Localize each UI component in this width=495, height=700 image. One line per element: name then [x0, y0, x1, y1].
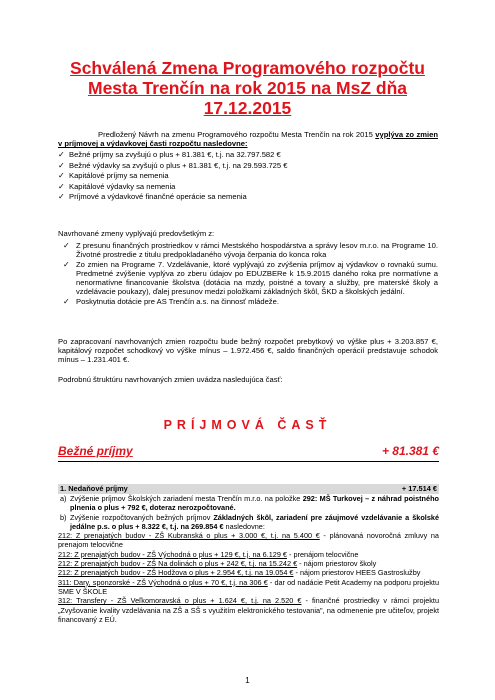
bullet-item: ✓ Príjmové a výdavkové finančné operácie sa nemenia	[58, 192, 247, 202]
bullet-item: ✓ Bežné výdavky sa zvyšujú o plus + 81.381 €, t.j. na 29.593.725 €	[58, 160, 288, 170]
detail-line: 212: Z prenajatých budov - ZŠ Východná o plus + 129 €, t.j. na 6.129 € - prenájom telocvične	[58, 549, 359, 559]
checkmark-icon: ✓	[58, 171, 65, 181]
nedanove-prijmy-row	[58, 484, 439, 494]
title-line-2: Mesta Trenčín na rok 2015 na MsZ dňa	[88, 78, 407, 98]
detail-line: 212: Z prenajatých budov - ZŠ Kubranská o plus + 3.000 €, t.j. na 5.400 € - plánovaná novoročná zmluvy na prenajom telocvične	[58, 531, 439, 550]
budget-bullets	[58, 150, 438, 203]
checkmark-icon: ✓	[58, 150, 65, 159]
detail-section	[58, 494, 439, 624]
changes-intro: Navrhované zmeny vyplývajú predovšetkým z:	[58, 229, 215, 238]
bullet-item: ✓ Kapitálové výdavky sa nemenia	[58, 181, 176, 191]
section-title: PRÍJMOVÁ ČASŤ	[163, 418, 332, 432]
item-b: b) Zvýšenie rozpočtovaných bežných príjmov Základných škôl, zariadení pre záujmové vzdelávanie a školské jedálne p.s. o plus + 8.322 €, t.j. na 269.854 € nasledovne:	[60, 512, 439, 531]
change-item: ✓ Zo zmien na Programe 7. Vzdelávanie, ktoré vyplývajú zo zvýšenia príjmov aj výdavkov o rovnakú sumu. Predmetné zvýšenie vyplýva zo zberu údajov po EDUZBERe k 15.9.2015 daného roka pre normatívne a nenormatívne financovanie školstva (dotácia na mzdy, poistné a tovary a služby, pre materské školy a vzdelávacie poukazy), ďalej presunov medzi položkami základných škôl, ŠKD a školských jedální.	[63, 259, 438, 297]
change-item: ✓ Poskytnutia dotácie pre AS Trenčín a.s. na činnosť mládeže.	[63, 296, 279, 306]
bullet-item: ✓ Kapitálové príjmy sa nemenia	[58, 171, 169, 181]
intro-text: Predložený Návrh na zmenu Programového rozpočtu Mesta Trenčín na rok 2015	[98, 130, 376, 139]
title-line-3: 17.12.2015	[203, 98, 292, 118]
checkmark-icon: ✓	[63, 259, 70, 269]
summary-paragraph: Po zapracovaní navrhovaných zmien rozpočtu bude bežný rozpočet prebytkový vo výške plus + 3.203.857 €, kapitálový rozpočet schodkový vo výške mínus – 1.972.456 €, saldo finančných operácií predstavuje schodok mínus – 1.231.401 €.	[58, 337, 438, 365]
intro-underlined: vyplýva zo zmien v príjmovej a výdavkovej časti rozpočtu nasledovne:	[58, 130, 438, 149]
changes-list	[58, 241, 438, 306]
document-title	[40, 58, 455, 118]
detail-note: Podrobnú štruktúru navrhovaných zmien uvádza nasledujúca časť:	[58, 375, 283, 384]
change-item: ✓ Z presunu finančných prostriedkov v rámci Mestského hospodárstva a správy lesov m.r.o. na Programe 10. Životné prostredie z titulu predpokladaného vývoja čerpania do konca roka	[63, 241, 438, 260]
checkmark-icon: ✓	[58, 192, 65, 202]
bullet-item: ✓ Bežné príjmy sa zvyšujú o plus + 81.381 €, t.j. na 32.797.582 €	[58, 150, 281, 159]
nedanove-prijmy-value: + 17.514 €	[401, 484, 437, 493]
nedanove-prijmy-label: 1. Nedaňové príjmy	[60, 484, 128, 493]
detail-line: 212: Z prenajatých budov - ZŠ Na dolinách o plus + 242 €, t.j. na 15.242 € - nájom priestorov školy	[58, 559, 377, 569]
page-number: 1	[245, 676, 250, 685]
checkmark-icon: ✓	[63, 241, 70, 250]
title-line-1: Schválená Zmena Programového rozpočtu	[70, 58, 425, 78]
detail-line: 212: Z prenajatých budov - ZŠ Hodžova o plus + 2.954 €, t.j. na 19.054 € - nájom priestorov HEES Gastroslužby	[58, 568, 421, 578]
bezne-prijmy-row	[58, 443, 439, 462]
checkmark-icon: ✓	[58, 181, 65, 191]
checkmark-icon: ✓	[63, 296, 70, 306]
item-a: a) Zvýšenie príjmov Školských zariadení mesta Trenčín m.r.o. na položke 292: MŠ Turkovej – z náhrad poistného plnenia o plus + 792 €, doteraz nerozpočtované.	[60, 494, 439, 513]
bezne-prijmy-label: Bežné príjmy	[58, 444, 133, 458]
detail-line: 311: Dary, sponzorské - ZŠ Východná o plus + 70 €, t.j. na 306 € - dar od nadácie Petit Academy na podporu projektu SME V ŠKOLE	[58, 577, 439, 596]
checkmark-icon: ✓	[58, 160, 65, 170]
intro-paragraph	[58, 130, 438, 148]
detail-line: 312: Transfery - ZŠ Veľkomoravská o plus + 1.624 €, t.j. na 2.520 € - finančné prostriedky v rámci projektu „Zvyšovanie kvality vzdelávania na ZŠ a SŠ s využitím elektronického testovania", na odmenenie pre učiteľov, projekt financovaný z EÚ.	[58, 596, 439, 624]
bezne-prijmy-value: + 81.381 €	[381, 444, 439, 458]
